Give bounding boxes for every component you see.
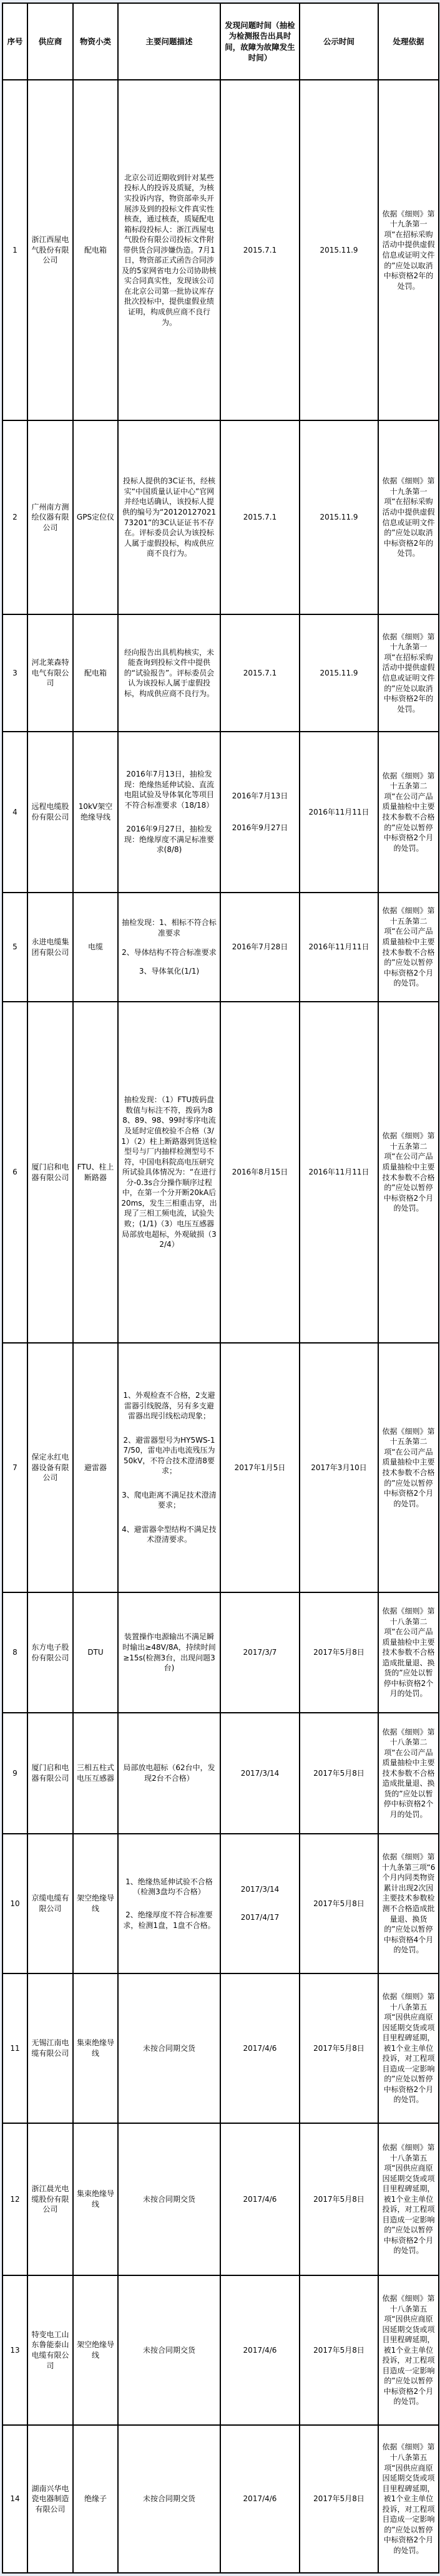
cell-category: DTU — [73, 1592, 118, 1713]
cell-description — [118, 1343, 220, 1592]
cell-publicity-time: 2017年3月10日 — [300, 1343, 378, 1592]
cell-basis: 依据《细则》第十九条第一项“在招标采购活动中提供虚假信息或证明文件的”应处以取消中标资格2年的处罚。 — [378, 80, 439, 420]
cell-description — [118, 2425, 220, 2573]
description-paragraph: 装置操作电源输出不满足瞬时输出≥48V/8A，持续时间≥15s(检测3台，出现问题3台) — [122, 1632, 216, 1673]
cell-basis: 依据《细则》第十八条第五项“因供应商原因延期交货或项目里程碑延期，被1个业主单位投诉，对工程项目造成一定影响的”应处以暂停中标资格2个月的处罚。 — [378, 1973, 439, 2123]
cell-description — [118, 732, 220, 893]
cell-supplier: 广州南方测绘仪器有限公司 — [27, 420, 73, 614]
description-paragraph: 北京公司近期收到针对某些投标人的投诉及质疑，为核实投诉内容，物资部牵头开展涉及到的投标文件真实性核查，通过核查，质疑配电箱标段投标人：浙江西屋电气股份有限公司投标文件附带供货合同涉嫌伪造。7月1日，物资部正式函告合同涉及的5家网省电力公司协助核实合同真实性，发现该公司在北京公司第一批协议库存批次投标中，提供虚假业绩证明，构成供应商不良行为。 — [122, 173, 217, 327]
cell-basis: 依据《细则》第十五条第二项“在公司产品质量抽检中主要技术参数不合格的”应处以暂停中标资格2个月的处罚。 — [378, 732, 439, 893]
cell-description — [118, 614, 220, 732]
cell-found-time: 2015.7.1 — [220, 614, 300, 732]
cell-found-time: 2016年8月15日 — [220, 1002, 300, 1343]
cell-category: 架空绝缘导线 — [73, 1834, 118, 1973]
cell-publicity-time: 2015.11.9 — [300, 420, 378, 614]
table-row — [2, 80, 439, 420]
header-cell-no: 序号 — [2, 3, 27, 80]
cell-category: 架空绝缘导线 — [73, 2275, 118, 2425]
cell-found-time: 2017/4/6 — [220, 2123, 300, 2275]
description-paragraph: 3、爬电距离不满足技术澄清要求； — [122, 1490, 217, 1510]
table-row — [2, 1973, 439, 2123]
cell-category: 配电箱 — [73, 80, 118, 420]
found-time-entry: 2017/3/14 — [240, 1885, 280, 1894]
cell-category: 10kV架空绝缘导线 — [73, 732, 118, 893]
cell-no: 6 — [2, 1002, 27, 1343]
cell-supplier: 永进电缆集团有限公司 — [27, 893, 73, 1002]
cell-basis: 依据《细则》第十八条第五项“因供应商原因延期交货或项目里程碑延期，被1个业主单位投诉，对工程项目造成一定影响的”应处以暂停中标资格2个月的处罚。 — [378, 2425, 439, 2573]
cell-supplier: 浙江西屋电气股份有限公司 — [27, 80, 73, 420]
cell-category: 集束绝缘导线 — [73, 1973, 118, 2123]
cell-found-time: 2017/4/6 — [220, 2275, 300, 2425]
cell-category: GPS定位仪 — [73, 420, 118, 614]
description-paragraph: 4、避雷器伞型结构不满足技术澄清要求。 — [122, 1524, 217, 1544]
cell-no: 9 — [2, 1713, 27, 1834]
found-time-entry: 2016年9月27日 — [232, 823, 288, 832]
cell-no: 10 — [2, 1834, 27, 1973]
cell-description — [118, 2275, 220, 2425]
description-paragraph: 未按合同期交货 — [142, 2043, 195, 2053]
description-paragraph: 2016年7月13日，抽检发现：绝缘热延伸试验、直流电阻试验及导体氧化等项目不符合标准要求（18/18） — [124, 770, 214, 810]
supplier-misconduct-table — [2, 2, 439, 2574]
found-time-entry: 2016年7月13日 — [232, 792, 288, 801]
cell-no: 4 — [2, 732, 27, 893]
cell-found-time: 2015.7.1 — [220, 80, 300, 420]
cell-supplier: 东方电子股份有限公司 — [27, 1592, 73, 1713]
cell-category: 集束绝缘导线 — [73, 2123, 118, 2275]
cell-description — [118, 2123, 220, 2275]
cell-basis: 依据《细则》第十八条第二项“在公司产品质量抽检中主要技术参数不合格造成批量退、换货的”应处以暂停中标资格2个月的处罚。 — [378, 1592, 439, 1713]
cell-basis: 依据《细则》第十五条第二项“在公司产品质量抽检中主要技术参数不合格的”应处以暂停中标资格2个月的处罚。 — [378, 893, 439, 1002]
cell-publicity-time: 2017年5月8日 — [300, 2123, 378, 2275]
cell-found-time — [220, 732, 300, 893]
description-paragraph: 抽检发现：（1）FTU拨码盘数值与标注不符，拨码为88、89、98、99时零序电流及延时定值校验不合格（3/1）（2）柱上断路器到货送检型号与厂内抽样检测型号不符，中国电科院高电压研究所试验具体情况为：“在进行分-0.3s合分操作顺序过程中，在第一个分开断20kA后20ms，发生三相重击穿，出现了三相工频电流，试验失败；(1/1)（3）电压互感器局部放电超标，外观破损（32/4） — [121, 1095, 217, 1249]
description-paragraph: 抽检发现：1、相标不符合标准要求 — [122, 918, 217, 937]
cell-no: 13 — [2, 2275, 27, 2425]
cell-description — [118, 1834, 220, 1973]
cell-no: 2 — [2, 420, 27, 614]
table-row — [2, 2275, 439, 2425]
cell-publicity-time: 2017年5月8日 — [300, 1713, 378, 1834]
table-row — [2, 1834, 439, 1973]
header-cell-basis: 处理依据 — [378, 3, 439, 80]
cell-basis: 依据《细则》第十八条第五项“因供应商原因延期交货或项目里程碑延期，被1个业主单位投诉，对工程项目造成一定影响的”应处以暂停中标资格2个月的处罚。 — [378, 2275, 439, 2425]
table-row — [2, 1002, 439, 1343]
cell-supplier: 保定永红电器设备有限公司 — [27, 1343, 73, 1592]
header-cell-category: 物资小类 — [73, 3, 118, 80]
cell-description — [118, 1002, 220, 1343]
header-cell-publicity-time: 公示时间 — [300, 3, 378, 80]
table-row — [2, 732, 439, 893]
cell-description — [118, 1973, 220, 2123]
description-paragraph: 2、避雷器型号为HY5WS-17/50，雷电冲击电流残压为50kV，不符合技术澄清8要求； — [123, 1435, 215, 1476]
description-paragraph: 未按合同期交货 — [142, 2494, 195, 2504]
cell-found-time: 2015.7.1 — [220, 420, 300, 614]
cell-found-time: 2017/4/6 — [220, 1973, 300, 2123]
description-paragraph: 未按合同期交货 — [142, 2194, 195, 2204]
description-paragraph: 3、导体氧化(1/1) — [139, 967, 200, 976]
cell-basis: 依据《细则》第十八条第五项“因供应商原因延期交货或项目里程碑延期，被1个业主单位投诉，对工程项目造成一定影响的”应处以暂停中标资格2个月的处罚。 — [378, 2123, 439, 2275]
cell-category: 电缆 — [73, 893, 118, 1002]
header-cell-supplier: 供应商 — [27, 3, 73, 80]
cell-publicity-time: 2017年5月8日 — [300, 2275, 378, 2425]
cell-found-time: 2017/4/6 — [220, 2425, 300, 2573]
cell-no: 7 — [2, 1343, 27, 1592]
cell-supplier: 河北莱森特电气有限公司 — [27, 614, 73, 732]
cell-no: 14 — [2, 2425, 27, 2573]
table-row — [2, 420, 439, 614]
cell-publicity-time: 2016年11月11日 — [300, 1002, 378, 1343]
table-row — [2, 2123, 439, 2275]
cell-publicity-time: 2016年11月11日 — [300, 732, 378, 893]
cell-category: 配电箱 — [73, 614, 118, 732]
cell-category: 避雷器 — [73, 1343, 118, 1592]
cell-category: FTU、柱上断路器 — [73, 1002, 118, 1343]
cell-category: 三相五柱式电压互感器 — [73, 1713, 118, 1834]
cell-found-time: 2016年7月28日 — [220, 893, 300, 1002]
cell-basis: 依据《细则》第十五条第二项“在公司产品质量抽检中主要技术参数不合格的”应处以暂停中标资格2个月的处罚。 — [378, 1343, 439, 1592]
cell-description — [118, 1713, 220, 1834]
description-paragraph: 经向报告出具机构核实，未能查询到投标文件中提供的“试验报告”。评标委员会认为该投标人属于虚假投标，构成供应商不良行为。 — [124, 647, 215, 698]
cell-supplier: 无锡江南电缆有限公司 — [27, 1973, 73, 2123]
cell-publicity-time: 2015.11.9 — [300, 614, 378, 732]
cell-no: 11 — [2, 1973, 27, 2123]
cell-basis: 依据《细则》第十九条第三项“6个月内同类物资累计出现2次因主要技术参数检测不合格造成批量退、换货的”应处以暂停中标资格4个月的处罚。 — [378, 1834, 439, 1973]
description-paragraph: 未按合同期交货 — [142, 2345, 195, 2355]
cell-publicity-time: 2017年5月8日 — [300, 1973, 378, 2123]
description-paragraph: 2016年9月27日，抽检发现：绝缘厚度不满足标准要求(8/8) — [124, 825, 214, 855]
header-cell-found-time: 发现问题时间（抽检为检测报告出具时间，故障为故障发生时间） — [220, 3, 300, 80]
description-paragraph: 2、导体结构不符合标准要求 — [122, 947, 217, 957]
description-paragraph: 投标人提供的3C证书，经核实“中国质量认证中心”官网并经电话确认，该投标人提供的编号为“2012012702173201”的3C认证证书不存在。评标委员会认为该投标人属于虚假投标，构成供应商不良行为。 — [122, 477, 217, 558]
cell-found-time — [220, 1834, 300, 1973]
table-row — [2, 2425, 439, 2573]
table-row — [2, 1713, 439, 1834]
cell-found-time: 2017/3/7 — [220, 1592, 300, 1713]
cell-basis: 依据《细则》第十九条第一项“在招标采购活动中提供虚假信息或证明文件的”应处以取消中标资格2年的处罚。 — [378, 420, 439, 614]
cell-description — [118, 420, 220, 614]
cell-publicity-time: 2017年5月8日 — [300, 1592, 378, 1713]
cell-supplier: 京缆电缆有限公司 — [27, 1834, 73, 1973]
cell-supplier: 浙江晨光电缆股份有限公司 — [27, 2123, 73, 2275]
cell-supplier: 湖南兴华电瓷电器制造有限公司 — [27, 2425, 73, 2573]
cell-publicity-time: 2017年5月8日 — [300, 2425, 378, 2573]
description-paragraph: 局部放电超标（62台中，发现2台不合格） — [123, 1763, 215, 1783]
cell-found-time: 2017/3/14 — [220, 1713, 300, 1834]
cell-supplier: 厦门启和电器有限公司 — [27, 1002, 73, 1343]
description-paragraph: 1、外观检查不合格，2支避雷器引线脱落，另有多支避雷器出现引线松动现象； — [123, 1390, 215, 1421]
table-row — [2, 1592, 439, 1713]
cell-supplier: 特变电工山东鲁能泰山电缆有限公司 — [27, 2275, 73, 2425]
cell-category: 绝缘子 — [73, 2425, 118, 2573]
cell-supplier: 厦门启和电器有限公司 — [27, 1713, 73, 1834]
cell-no: 1 — [2, 80, 27, 420]
cell-publicity-time: 2015.11.9 — [300, 80, 378, 420]
cell-no: 3 — [2, 614, 27, 732]
description-paragraph: 2、绝缘厚度不符合标准要求，检测1盘，1盘不合格。 — [123, 1910, 215, 1930]
cell-publicity-time: 2017年5月8日 — [300, 1834, 378, 1973]
cell-description — [118, 80, 220, 420]
cell-basis: 依据《细则》第十五条第二项“在公司产品质量抽检中主要技术参数不合格的”应处以暂停中标资格2个月的处罚。 — [378, 1002, 439, 1343]
header-row — [2, 3, 439, 80]
cell-description — [118, 893, 220, 1002]
cell-found-time: 2017年1月5日 — [220, 1343, 300, 1592]
table-row — [2, 614, 439, 732]
found-time-entry: 2017/4/17 — [240, 1913, 280, 1922]
cell-basis: 依据《细则》第十八条第二项“在公司产品质量抽检中主要技术参数不合格造成批量退、换货的”应处以暂停中标资格2个月的处罚。 — [378, 1713, 439, 1834]
cell-no: 8 — [2, 1592, 27, 1713]
header-cell-description: 主要问题描述 — [118, 3, 220, 80]
cell-description — [118, 1592, 220, 1713]
table-row — [2, 893, 439, 1002]
cell-no: 5 — [2, 893, 27, 1002]
cell-no: 12 — [2, 2123, 27, 2275]
table-row — [2, 1343, 439, 1592]
cell-basis: 依据《细则》第十九条第一项“在招标采购活动中提供虚假信息或证明文件的”应处以取消中标资格2年的处罚。 — [378, 614, 439, 732]
description-paragraph: 1、绝缘热延伸试验不合格（检测3盘均不合格） — [125, 1877, 213, 1897]
cell-publicity-time: 2016年11月11日 — [300, 893, 378, 1002]
cell-supplier: 远程电缆股份有限公司 — [27, 732, 73, 893]
